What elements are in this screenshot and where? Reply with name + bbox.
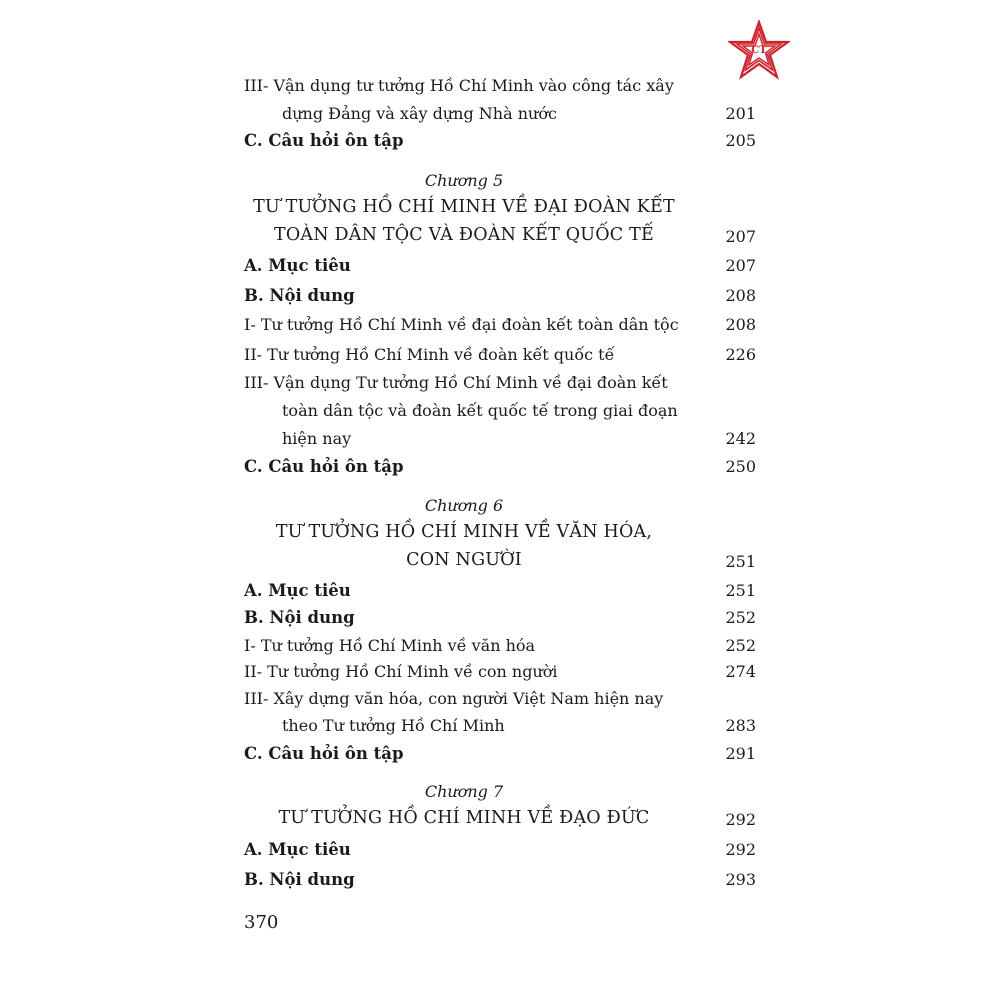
chapter-title: TOÀN DÂN TỘC VÀ ĐOÀN KẾT QUỐC TẾ	[273, 225, 654, 245]
toc-page-number: 293	[725, 870, 756, 889]
toc-page-number: 274	[725, 662, 756, 681]
toc-entry-text: II- Tư tưởng Hồ Chí Minh về con người	[244, 662, 558, 681]
toc-entry-continued	[244, 429, 756, 455]
toc-entry-text: II- Tư tưởng Hồ Chí Minh về đoàn kết quốc tế	[244, 345, 615, 364]
toc-page-number: 242	[725, 429, 756, 448]
toc-page-number: 292	[725, 840, 756, 859]
chapter-label: Chương 5	[424, 171, 504, 190]
svg-text:CT: CT	[751, 45, 767, 56]
toc-entry	[244, 131, 756, 157]
page-number: 370	[244, 912, 279, 933]
toc-entry-continued	[244, 401, 756, 427]
chapter-title: CON NGƯỜI	[406, 550, 522, 570]
toc-entry	[244, 256, 756, 282]
toc-page-number: 250	[725, 457, 756, 476]
toc-entry-text: theo Tư tưởng Hồ Chí Minh	[282, 716, 505, 735]
chapter-title: TƯ TƯỞNG HỒ CHÍ MINH VỀ VĂN HÓA,	[275, 522, 653, 542]
toc-entry-text: III- Vận dụng Tư tưởng Hồ Chí Minh về đại đoàn kết	[244, 373, 668, 392]
toc-entry-text: C. Câu hỏi ôn tập	[244, 457, 404, 476]
toc-entry-text: toàn dân tộc và đoàn kết quốc tế trong giai đoạn	[282, 401, 678, 420]
toc-page-number: 251	[725, 552, 756, 571]
toc-page-number: 208	[725, 286, 756, 305]
toc-page-number: 207	[725, 256, 756, 275]
toc-page-number: 283	[725, 716, 756, 735]
toc-page-number: 292	[725, 810, 756, 829]
toc-page-number: 207	[725, 227, 756, 246]
toc-entry	[244, 689, 756, 715]
toc-page-number: 291	[725, 744, 756, 763]
toc-entry	[244, 345, 756, 371]
toc-entry	[244, 76, 756, 102]
toc-page-number: 201	[725, 104, 756, 123]
toc-entry	[244, 744, 756, 770]
toc-entry-text: III- Xây dựng văn hóa, con người Việt Nam hiện nay	[244, 689, 664, 708]
toc-entry-text: C. Câu hỏi ôn tập	[244, 744, 404, 763]
toc-entry	[244, 457, 756, 483]
toc-entry-text: I- Tư tưởng Hồ Chí Minh về đại đoàn kết toàn dân tộc	[244, 315, 679, 334]
chapter-label: Chương 6	[424, 496, 504, 515]
toc-entry-text: B. Nội dung	[244, 608, 355, 627]
toc-entry-text: hiện nay	[282, 429, 352, 448]
toc-entry	[244, 608, 756, 634]
toc-entry-continued	[244, 716, 756, 742]
toc-entry-text: I- Tư tưởng Hồ Chí Minh về văn hóa	[244, 636, 536, 655]
chapter-title: TƯ TƯỞNG HỒ CHÍ MINH VỀ ĐẠO ĐỨC	[278, 808, 650, 828]
toc-entry-text: A. Mục tiêu	[244, 256, 351, 275]
toc-entry	[244, 373, 756, 399]
toc-entry-text: C. Câu hỏi ôn tập	[244, 131, 404, 150]
toc-entry-text: dựng Đảng và xây dựng Nhà nước	[282, 104, 557, 123]
toc-entry	[244, 840, 756, 866]
toc-page-number: 205	[725, 131, 756, 150]
toc-entry-text: A. Mục tiêu	[244, 581, 351, 600]
toc-entry	[244, 662, 756, 688]
toc-entry	[244, 581, 756, 607]
toc-page-number: 252	[725, 608, 756, 627]
toc-page-number: 226	[725, 345, 756, 364]
chapter-title: TƯ TƯỞNG HỒ CHÍ MINH VỀ ĐẠI ĐOÀN KẾT	[253, 197, 675, 217]
toc-page-number: 251	[725, 581, 756, 600]
toc-entry-text: A. Mục tiêu	[244, 840, 351, 859]
toc-page-number: 208	[725, 315, 756, 334]
toc-entry	[244, 870, 756, 896]
toc-entry-text: B. Nội dung	[244, 286, 355, 305]
toc-entry-text: B. Nội dung	[244, 870, 355, 889]
toc-entry-continued	[244, 104, 756, 130]
toc-entry	[244, 315, 756, 341]
toc-page-number: 252	[725, 636, 756, 655]
chapter-label: Chương 7	[424, 782, 504, 801]
toc-entry	[244, 286, 756, 312]
toc-entry	[244, 636, 756, 662]
toc-entry-text: III- Vận dụng tư tưởng Hồ Chí Minh vào công tác xây	[244, 76, 674, 95]
